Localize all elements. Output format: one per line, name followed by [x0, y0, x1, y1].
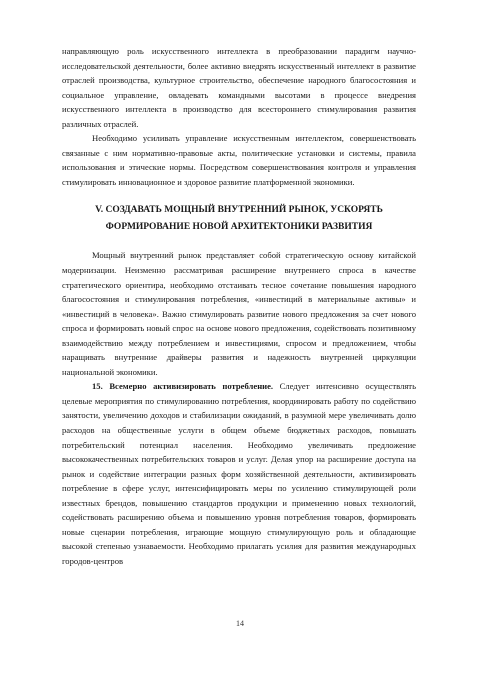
paragraph-consumption-lead: 15. Всемерно активизировать потребление.: [92, 381, 274, 392]
paragraph-ai-role: направляющую роль искусственного интеллекта в преобразовании парадигм научно-исследовательской деятельности, более активно внедрять искусственный интеллект в развитие отраслей производства, культурное строительство, обеспечение народного благосостояния и социальное управление, овладевать командными высотами в процессе внедрения искусственного интеллекта в производство для всестороннего стимулирования развития различных отраслей.: [62, 46, 416, 129]
section-heading: [62, 202, 416, 236]
paragraph-consumption: [62, 379, 416, 568]
paragraph-ai-governance: Необходимо усиливать управление искусственным интеллектом, совершенствовать связанные с ним нормативно-правовые акты, политические установки и системы, правила использования и этические нормы. Посредством совершенствования контроля и управления стимулировать инновационное и здоровое развитие платформенной экономики.: [62, 133, 416, 187]
paragraph-domestic-market: Мощный внутренний рынок представляет собой стратегическую основу китайской модернизации. Неизменно рассматривая расширение внутреннего спроса в качестве стратегического ориентира, необходимо отстаивать тесное сочетание повышения народного благосостояния и стимулирования потребления, «инвестиций в материальные активы» и «инвестиций в человека». Важно стимулировать развитие нового предложения за счет нового спроса и формировать новый спрос на основе нового предложения, содействовать позитивному взаимодействию между потреблением и инвестициями, спросом и предложением, чтобы наращивать внутренние драйверы развития и надежность внутренней циркуляции национальной экономики.: [62, 250, 416, 377]
page-number: 14: [236, 619, 244, 628]
document-page: [62, 44, 416, 569]
section-heading-line-1: V. СОЗДАВАТЬ МОЩНЫЙ ВНУТРЕННИЙ РЫНОК, УСКОРЯТЬ: [95, 205, 383, 216]
paragraph-consumption-body: Следует интенсивно осуществлять целевые мероприятия по стимулированию потребления, координировать работу по содействию занятости, увеличению доходов и стабилизации ожиданий, в разумной мере увеличивать долю расходов на общественные услуги в общем объеме бюджетных расходов, повышать потребительский потенциал населения. Необходимо увеличивать предложение высококачественных потребительских товаров и услуг. Делая упор на расширение доступа на рынок и содействие интеграции разных форм хозяйственной деятельности, активизировать потребление в сфере услуг, интенсифицировать меры по усилению стимулирующей роли известных брендов, повышению стандартов продукции и применению новых технологий, содействовать расширению объема и повышению уровня потребления товаров, формировать новые сценарии потребления, играющие мощную стимулирующую роль и обладающие высокой степенью узнаваемости. Необходимо прилагать усилия для развития международных городов-центров: [62, 381, 416, 566]
section-heading-line-2: ФОРМИРОВАНИЕ НОВОЙ АРХИТЕКТОНИКИ РАЗВИТИЯ: [105, 222, 373, 233]
